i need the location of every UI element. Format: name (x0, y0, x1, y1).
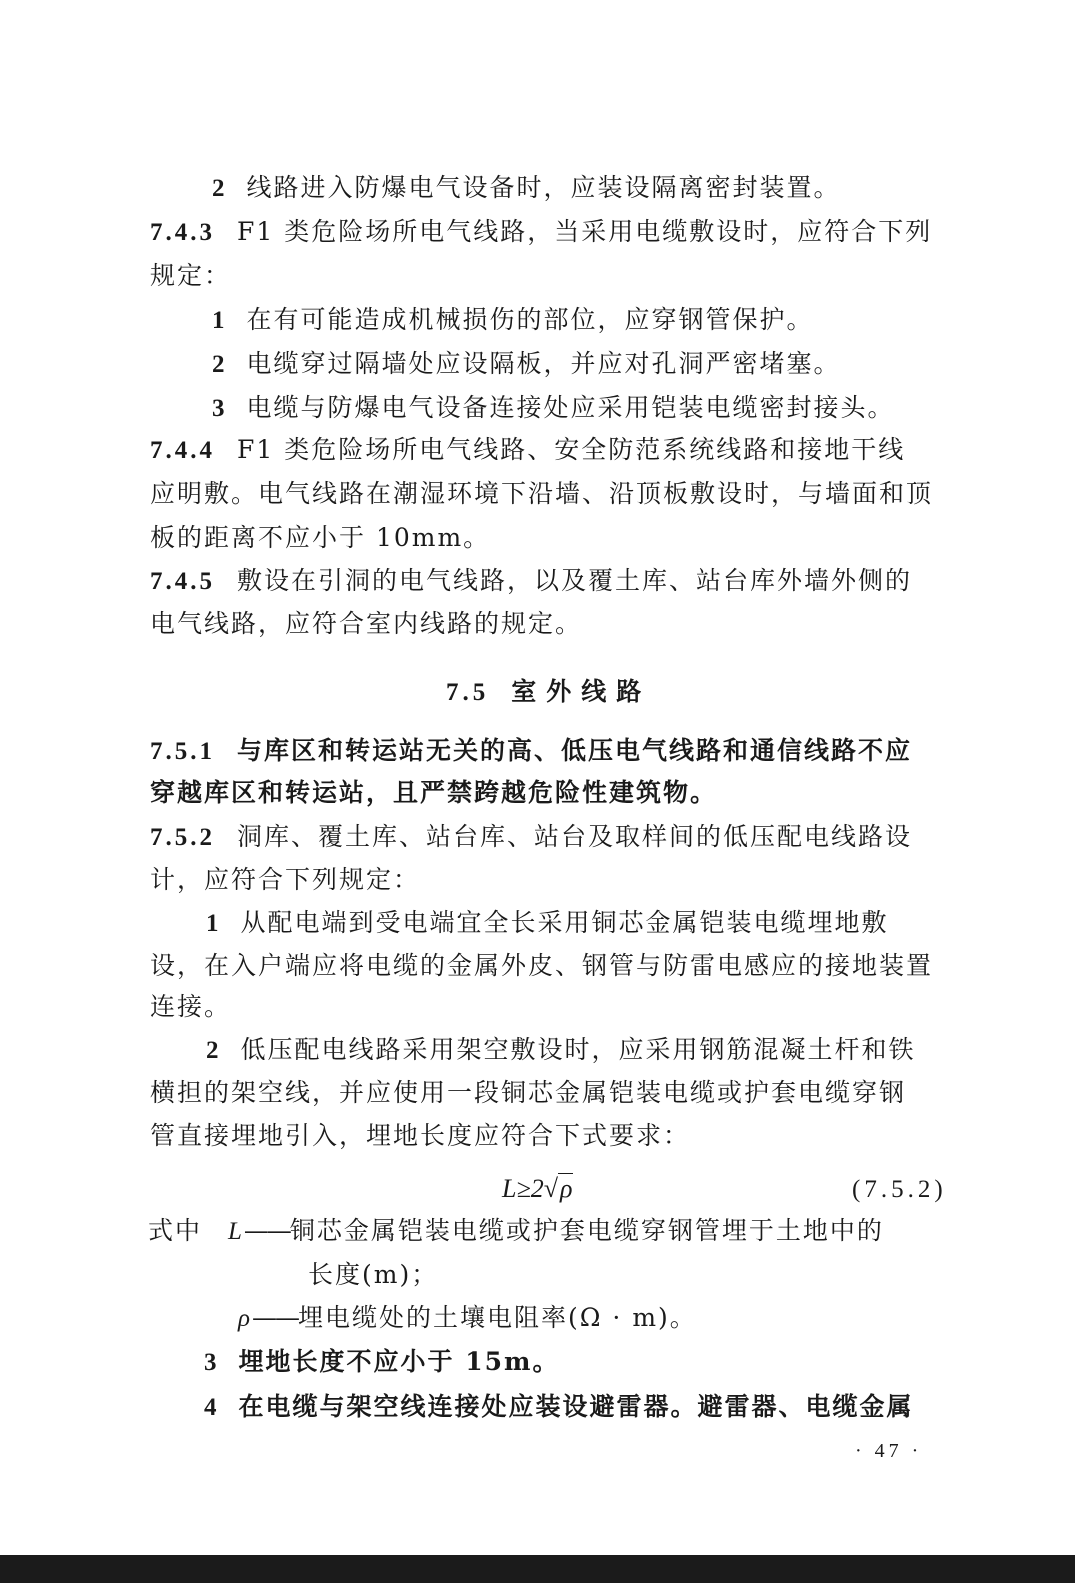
clause-number: 7.5.2 (150, 824, 215, 851)
clause-text: F1 类危险场所电气线路，当采用电缆敷设时，应符合下列 (237, 217, 933, 246)
text: 电气线路，应符合室内线路的规定。 (150, 609, 583, 638)
definition-text: 铜芯金属铠装电缆或护套电缆穿钢管埋于土地中的 (289, 1216, 884, 1245)
section-title: 室外线路 (511, 677, 652, 706)
item-text: 从配电端到受电端宜全长采用铜芯金属铠装电缆埋地敷 (240, 908, 889, 937)
dash: —— (243, 1216, 290, 1245)
list-item (206, 908, 889, 939)
list-item (212, 173, 841, 204)
list-item (206, 1035, 916, 1066)
definition-continuation (308, 1260, 438, 1290)
dash: —— (252, 1303, 298, 1332)
item-text: 埋地长度不应小于 15m。 (238, 1347, 560, 1376)
item-text: 在有可能造成机械损伤的部位，应穿钢管保护。 (246, 305, 814, 334)
text: 长度(m)； (308, 1260, 439, 1289)
item-number: 1 (206, 910, 221, 937)
item-text: 在电缆与架空线连接处应装设避雷器。避雷器、电缆金属 (238, 1392, 914, 1421)
clause-number: 7.5.1 (150, 738, 215, 765)
text: 设，在入户端应将电缆的金属外皮、钢管与防雷电感应的接地装置 (150, 951, 934, 980)
clause-number: 7.4.3 (150, 219, 215, 246)
text: 板的距离不应小于 10mm。 (150, 523, 491, 552)
clause-number: 7.4.5 (150, 568, 215, 595)
item-text: 低压配电线路采用架空敷设时，应采用钢筋混凝土杆和铁 (240, 1035, 916, 1064)
item-text: 线路进入防爆电气设备时，应装设隔离密封装置。 (246, 173, 841, 202)
symbol-L: L (228, 1218, 244, 1245)
where-clause (238, 1303, 697, 1334)
clause-text: F1 类危险场所电气线路、安全防范系统线路和接地干线 (237, 435, 906, 464)
text: 穿越库区和转运站，且严禁跨越危险性建筑物。 (150, 778, 718, 807)
item-continuation (150, 992, 231, 1022)
list-item (204, 1392, 914, 1423)
item-number: 3 (204, 1349, 219, 1376)
item-text: 电缆穿过隔墙处应设隔板，并应对孔洞严密堵塞。 (246, 349, 841, 378)
clause-text: 洞库、覆土库、站台库、站台及取样间的低压配电线路设 (237, 822, 913, 851)
clause-continuation (150, 609, 582, 639)
clause-continuation (150, 778, 717, 808)
section-number: 7.5 (446, 679, 490, 706)
where-clause (148, 1216, 884, 1247)
item-text: 电缆与防爆电气设备连接处应采用铠装电缆密封接头。 (246, 393, 895, 422)
text: 横担的架空线，并应使用一段铜芯金属铠装电缆或护套电缆穿钢 (150, 1078, 907, 1107)
clause-7-4-5 (150, 566, 912, 597)
clause-7-4-4 (150, 435, 905, 466)
clause-continuation (150, 523, 490, 553)
item-number: 1 (212, 307, 227, 334)
clause-text: 敷设在引洞的电气线路，以及覆土库、站台库外墙外侧的 (237, 566, 913, 595)
item-continuation (150, 951, 933, 981)
clause-7-4-3 (150, 217, 932, 248)
text: 规定： (150, 261, 232, 290)
definition-text: 埋电缆处的土壤电阻率(Ω · m)。 (298, 1303, 697, 1332)
list-item (212, 393, 895, 424)
item-continuation (150, 1121, 690, 1151)
item-continuation (150, 1078, 906, 1108)
text: 管直接埋地引入，埋地长度应符合下式要求： (150, 1121, 691, 1150)
item-number: 4 (204, 1394, 219, 1421)
section-heading (446, 672, 651, 708)
symbol-rho: ρ (238, 1305, 252, 1332)
text: 应明敷。电气线路在潮湿环境下沿墙、沿顶板敷设时，与墙面和顶 (150, 479, 934, 508)
text: 计，应符合下列规定： (150, 865, 421, 894)
list-item (204, 1347, 559, 1378)
clause-continuation (150, 865, 420, 895)
item-number: 2 (212, 351, 227, 378)
list-item (212, 305, 814, 336)
page-number: · 47 · (855, 1440, 923, 1462)
equation-number: (7.5.2) (852, 1176, 947, 1203)
scan-edge (0, 1555, 1075, 1583)
item-number: 3 (212, 395, 227, 422)
clause-continuation (150, 261, 231, 291)
where-prefix: 式中 (148, 1216, 203, 1245)
item-number: 2 (212, 175, 227, 202)
formula-lhs: L≥2 (502, 1174, 544, 1203)
item-number: 2 (206, 1037, 221, 1064)
clause-7-5-1 (150, 736, 912, 767)
clause-number: 7.4.4 (150, 437, 215, 464)
clause-7-5-2 (150, 822, 912, 853)
sqrt-icon: √ (543, 1174, 559, 1203)
formula-radical: ρ (560, 1174, 573, 1203)
list-item (212, 349, 841, 380)
clause-text: 与库区和转运站无关的高、低压电气线路和通信线路不应 (237, 736, 913, 765)
formula (502, 1174, 573, 1204)
text: 连接。 (150, 992, 232, 1021)
clause-continuation (150, 479, 933, 509)
